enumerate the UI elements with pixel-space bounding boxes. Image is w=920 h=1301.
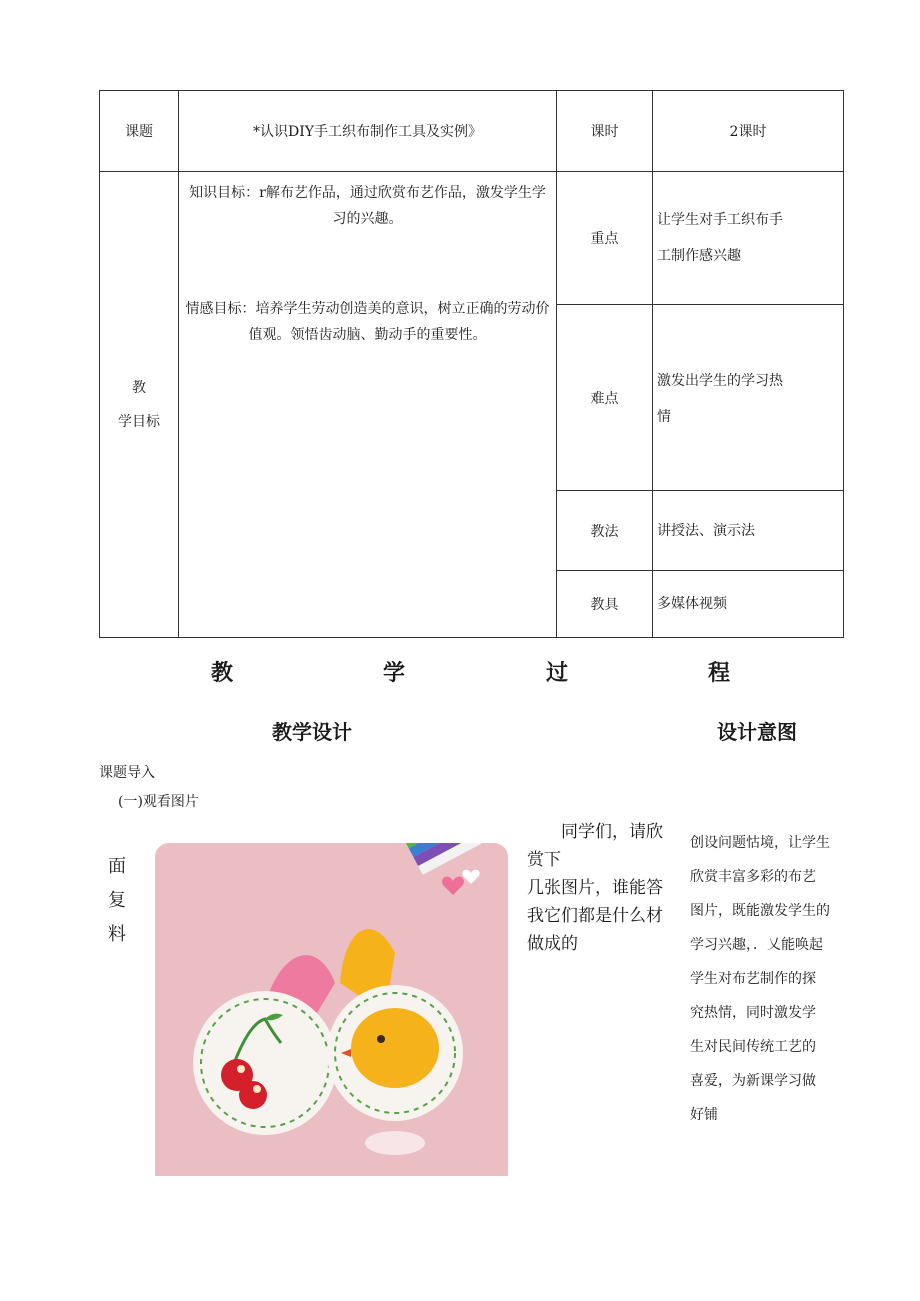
intent-title: 设计意图	[717, 720, 797, 744]
design-intent-text: 创设问题怙境，让学生 欣赏丰富多彩的布艺 图片，既能激发学生的 学习兴趣，．乂能唤起 学生对布艺制作的探 究热情，同时激发学 生对民间传统工艺的 喜爱，为新课学习做 好铺	[690, 835, 830, 1123]
section-title: 课题导入	[99, 765, 155, 781]
objectives-label: 教 学目标	[100, 172, 179, 638]
process-heading: 教 学 过 程	[211, 661, 731, 686]
lesson-plan-table	[99, 90, 844, 638]
felt-craft-illustration	[155, 843, 508, 1176]
design-title: 教学设计	[272, 720, 352, 744]
tools-label: 教具	[557, 571, 653, 638]
objectives-content	[179, 172, 557, 638]
hours-value: 2课时	[653, 91, 844, 172]
felt-hairclip-photo	[155, 843, 508, 1176]
step-title: (一)观看图片	[118, 794, 199, 810]
difficulty-value: 激发出学生的学习热 情	[653, 305, 844, 491]
hours-label: 课时	[557, 91, 653, 172]
topic-label: 课题	[100, 91, 179, 172]
method-value: 讲授法、演示法	[653, 491, 844, 571]
topic-value: *认识DIY手工织布制作工具及实例》	[179, 91, 557, 172]
side-characters: 面 复 料	[108, 856, 126, 945]
knowledge-goal: 知识目标：r解布艺作品，通过欣赏布艺作品，激发学生学习的兴趣。	[189, 185, 546, 227]
difficulty-label: 难点	[557, 305, 653, 491]
key-value: 让学生对手工织布手 工制作感兴趣	[653, 172, 844, 305]
key-label: 重点	[557, 172, 653, 305]
emotion-goal: 情感目标：培养学生劳动创造美的意识，树立正确的劳动价值观。领悟齿动脑、勤动手的重要性。	[185, 301, 550, 343]
method-label: 教法	[557, 491, 653, 571]
question-text: 同学们，请欣赏下 几张图片，谁能答 我它们都是什么材 做成的	[527, 822, 663, 954]
tools-value: 多媒体视频	[653, 571, 844, 638]
